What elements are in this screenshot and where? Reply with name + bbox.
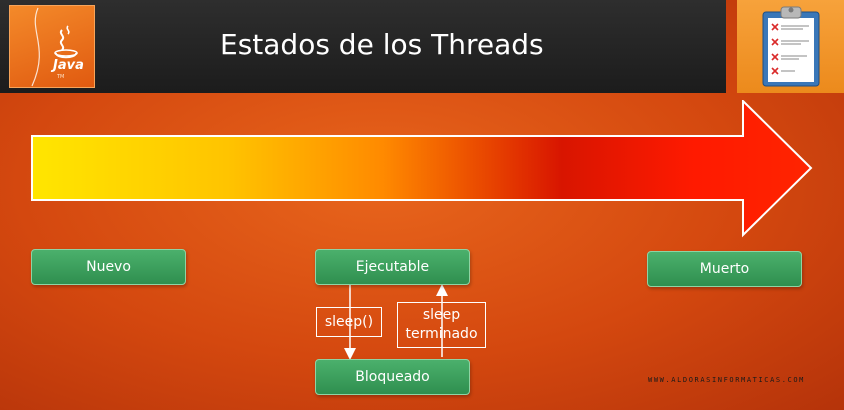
state-muerto	[647, 251, 802, 287]
java-logo-text: Java	[53, 58, 84, 73]
transition-sleep-call	[316, 307, 382, 337]
slide-title: Estados de los Threads	[220, 28, 544, 61]
state-bloqueado-label: Bloqueado	[355, 369, 430, 385]
state-bloqueado	[315, 359, 470, 395]
transition-sleep-done-line1: sleep	[422, 307, 461, 323]
watermark: WWW.ALDORASINFORMATICAS.COM	[648, 376, 805, 384]
transition-sleep-done	[397, 302, 486, 348]
state-ejecutable	[315, 249, 470, 285]
transition-sleep-call-label: sleep()	[324, 313, 374, 330]
transition-sleep-done-line2: terminado	[405, 326, 478, 342]
state-nuevo	[31, 249, 186, 285]
state-nuevo-label: Nuevo	[86, 259, 131, 275]
state-muerto-label: Muerto	[699, 261, 750, 277]
state-ejecutable-label: Ejecutable	[355, 259, 430, 275]
java-logo-tagline: TM	[57, 74, 65, 80]
